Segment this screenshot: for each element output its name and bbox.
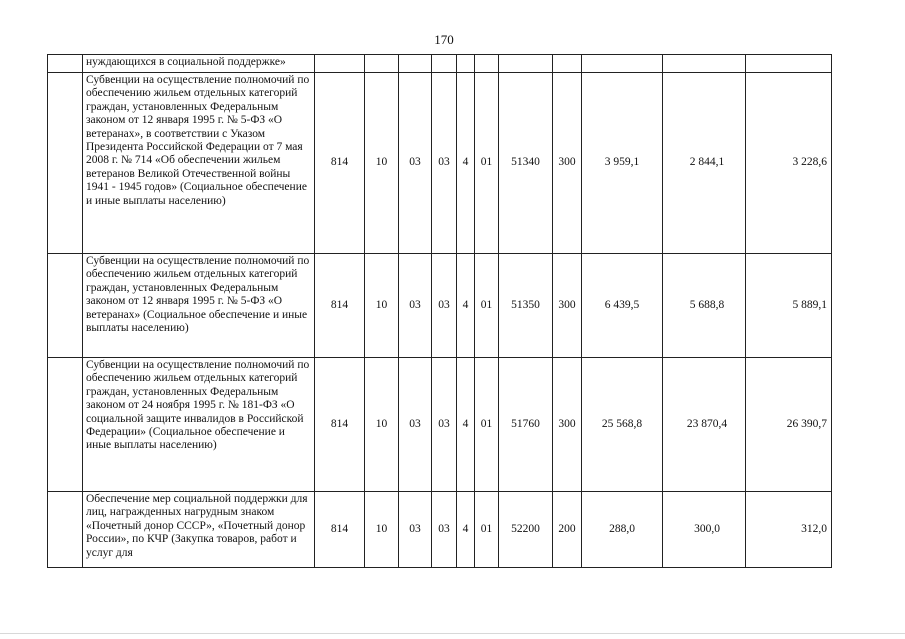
expense-type-cell: 300 (553, 254, 582, 358)
amount-1-cell: 6 439,5 (582, 254, 663, 358)
table-row (48, 254, 832, 358)
section-cell: 10 (365, 358, 399, 492)
amount-2-cell: 23 870,4 (663, 358, 746, 492)
subprogram-cell: 4 (457, 73, 475, 254)
main-event-cell: 01 (475, 492, 499, 568)
subprogram-cell (457, 55, 475, 73)
table-row (48, 55, 832, 73)
scan-edge-line (0, 633, 905, 634)
amount-2-cell: 5 688,8 (663, 254, 746, 358)
amount-2-cell: 300,0 (663, 492, 746, 568)
row-number-cell (48, 73, 83, 254)
program-cell: 03 (432, 358, 457, 492)
table-row (48, 492, 832, 568)
subsection-cell: 03 (399, 358, 432, 492)
row-number-cell (48, 55, 83, 73)
amount-1-cell: 288,0 (582, 492, 663, 568)
amount-1-cell (582, 55, 663, 73)
description-cell: нуждающихся в социальной поддержке» (83, 55, 315, 73)
page-number: 170 (434, 32, 454, 47)
expense-type-cell: 200 (553, 492, 582, 568)
amount-1-cell: 25 568,8 (582, 358, 663, 492)
main-event-cell: 01 (475, 358, 499, 492)
amount-3-cell: 26 390,7 (746, 358, 832, 492)
admin-code-cell: 814 (315, 492, 365, 568)
subprogram-cell: 4 (457, 492, 475, 568)
admin-code-cell: 814 (315, 358, 365, 492)
main-event-cell (475, 55, 499, 73)
program-cell: 03 (432, 73, 457, 254)
row-number-cell (48, 254, 83, 358)
section-cell: 10 (365, 492, 399, 568)
amount-3-cell: 312,0 (746, 492, 832, 568)
admin-code-cell: 814 (315, 254, 365, 358)
direction-cell: 52200 (499, 492, 553, 568)
expense-type-cell: 300 (553, 73, 582, 254)
admin-code-cell: 814 (315, 73, 365, 254)
main-event-cell: 01 (475, 73, 499, 254)
program-cell: 03 (432, 492, 457, 568)
description-cell: Субвенции на осуществление полномочий по обеспечению жильем отдельных категорий граждан, установленных Федеральным законом от 12 января 1995 г. № 5-ФЗ «О ветеранах» (Социальное обеспечение и иные выплаты населению) (83, 254, 315, 358)
subsection-cell: 03 (399, 254, 432, 358)
amount-3-cell: 3 228,6 (746, 73, 832, 254)
subprogram-cell: 4 (457, 254, 475, 358)
description-cell: Обеспечение мер социальной поддержки для лиц, награжденных нагрудным знаком «Почетный донор СССР», «Почетный донор России», по КЧР (Закупка товаров, работ и услуг для (83, 492, 315, 568)
subprogram-cell: 4 (457, 358, 475, 492)
amount-2-cell (663, 55, 746, 73)
section-cell: 10 (365, 254, 399, 358)
section-cell: 10 (365, 73, 399, 254)
direction-cell: 51350 (499, 254, 553, 358)
amount-3-cell (746, 55, 832, 73)
row-number-cell (48, 492, 83, 568)
subsection-cell: 03 (399, 73, 432, 254)
section-cell (365, 55, 399, 73)
direction-cell: 51760 (499, 358, 553, 492)
expense-type-cell (553, 55, 582, 73)
table-row (48, 358, 832, 492)
description-cell: Субвенции на осуществление полномочий по обеспечению жильем отдельных категорий граждан, установленных Федеральным законом от 24 ноября 1995 г. № 181-ФЗ «О социальной защите инвалидов в Российской Федерации» (Социальное обеспечение и иные выплаты населению) (83, 358, 315, 492)
budget-table (47, 54, 832, 568)
description-cell: Субвенции на осуществление полномочий по обеспечению жильем отдельных категорий граждан, установленных Федеральным законом от 12 января 1995 г. № 5-ФЗ «О ветеранах», в соответствии с Указом Президента Российской Федерации от 7 мая 2008 г. № 714 «Об обеспечении жильем ветеранов Великой Отечественной войны 1941 - 1945 годов» (Социальное обеспечение и иные выплаты населению) (83, 73, 315, 254)
subsection-cell: 03 (399, 492, 432, 568)
amount-3-cell: 5 889,1 (746, 254, 832, 358)
program-cell (432, 55, 457, 73)
program-cell: 03 (432, 254, 457, 358)
table-row (48, 73, 832, 254)
direction-cell: 51340 (499, 73, 553, 254)
main-event-cell: 01 (475, 254, 499, 358)
admin-code-cell (315, 55, 365, 73)
expense-type-cell: 300 (553, 358, 582, 492)
direction-cell (499, 55, 553, 73)
subsection-cell (399, 55, 432, 73)
amount-2-cell: 2 844,1 (663, 73, 746, 254)
row-number-cell (48, 358, 83, 492)
amount-1-cell: 3 959,1 (582, 73, 663, 254)
